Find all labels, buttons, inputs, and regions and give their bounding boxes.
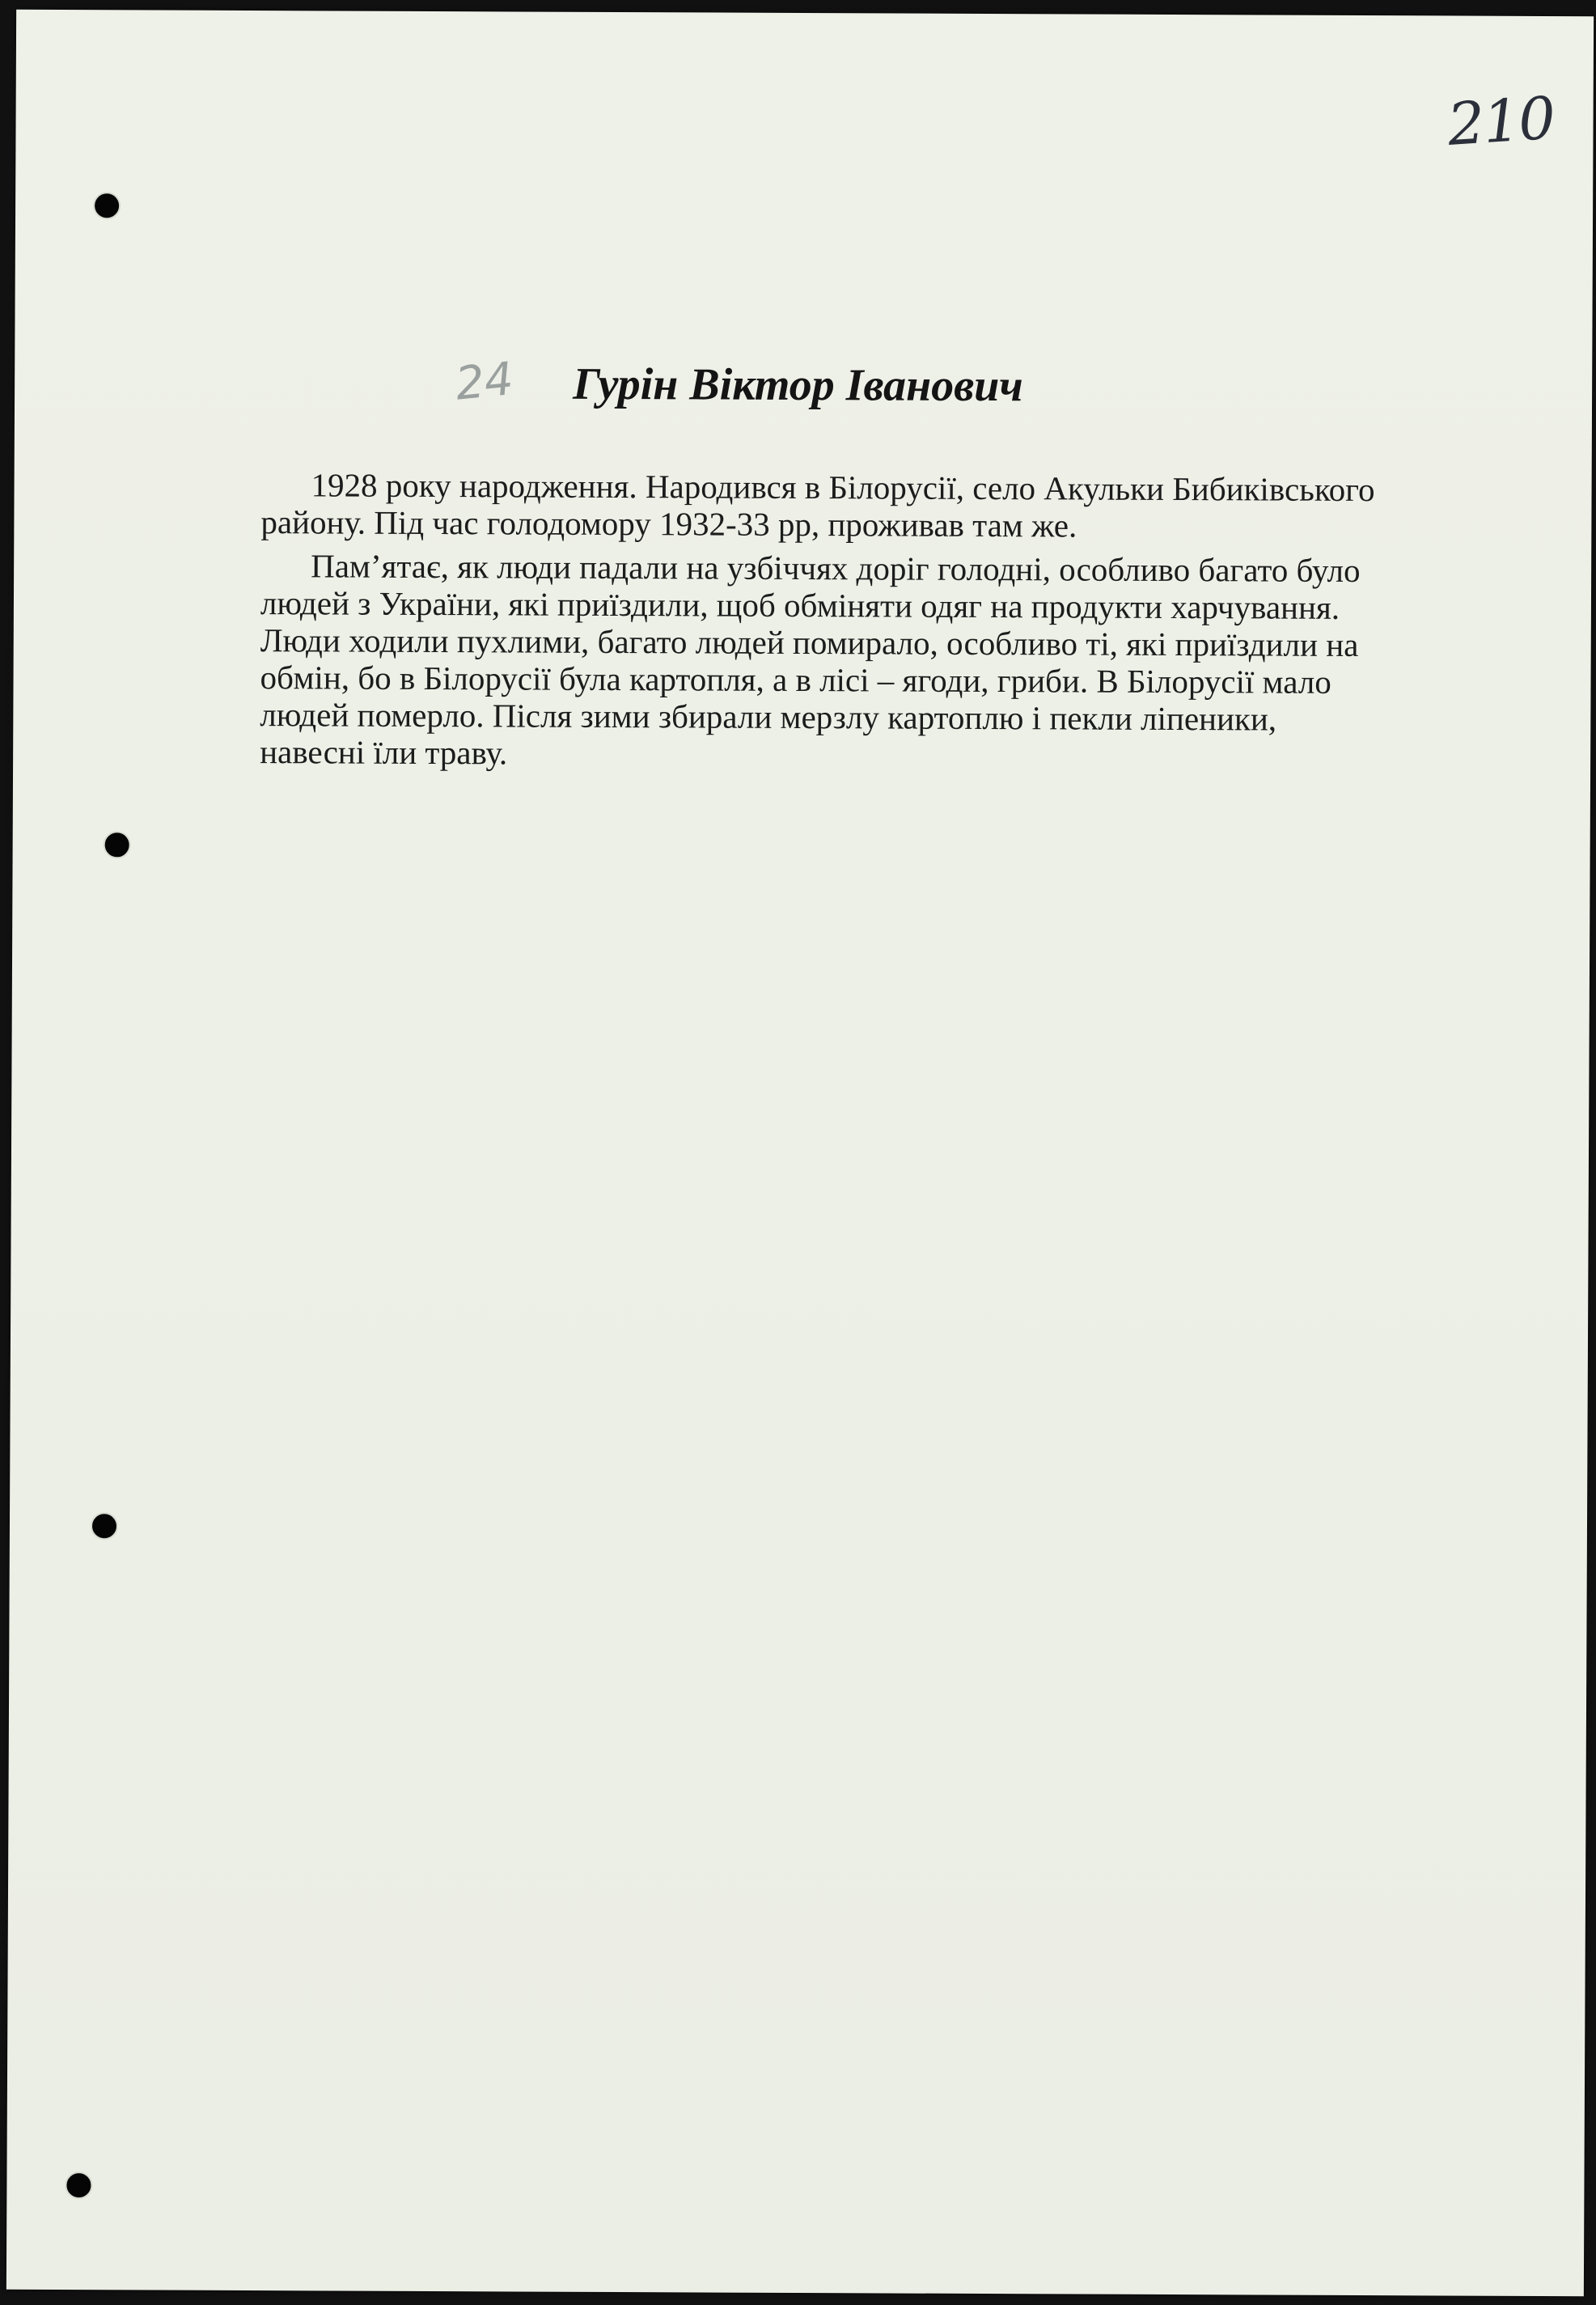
document-page — [6, 10, 1594, 2296]
punch-hole — [91, 1512, 118, 1540]
punch-hole — [104, 831, 131, 858]
paragraph: Пам’ятає, як люди падали на узбіччях доріг голодні, особливо багато було людей з України, які приїздили, щоб обміняти одяг на продукти харчування. Люди ходили пухлими, багато людей помирало, особливо ті, які приїздили на обмін, бо в Білорусії була картопля, а в лісі – ягоди, гриби. В Білорусії мало людей померло. Після зими збирали мерзлу картоплю і пекли ліпеники, навесні їли траву. — [260, 547, 1361, 772]
document-title: Гурін Віктор Іванович — [573, 358, 1023, 412]
document-body — [260, 466, 1386, 782]
punch-hole — [65, 2172, 92, 2199]
handwritten-record-number: 24 — [453, 352, 516, 411]
punch-hole — [93, 192, 121, 219]
handwritten-page-number: 210 — [1445, 83, 1556, 159]
paragraph: 1928 року народження. Народився в Білорусії, село Акульки Бибиківського району. Під час голодомору 1932-33 рр, проживав там же. — [260, 466, 1375, 544]
